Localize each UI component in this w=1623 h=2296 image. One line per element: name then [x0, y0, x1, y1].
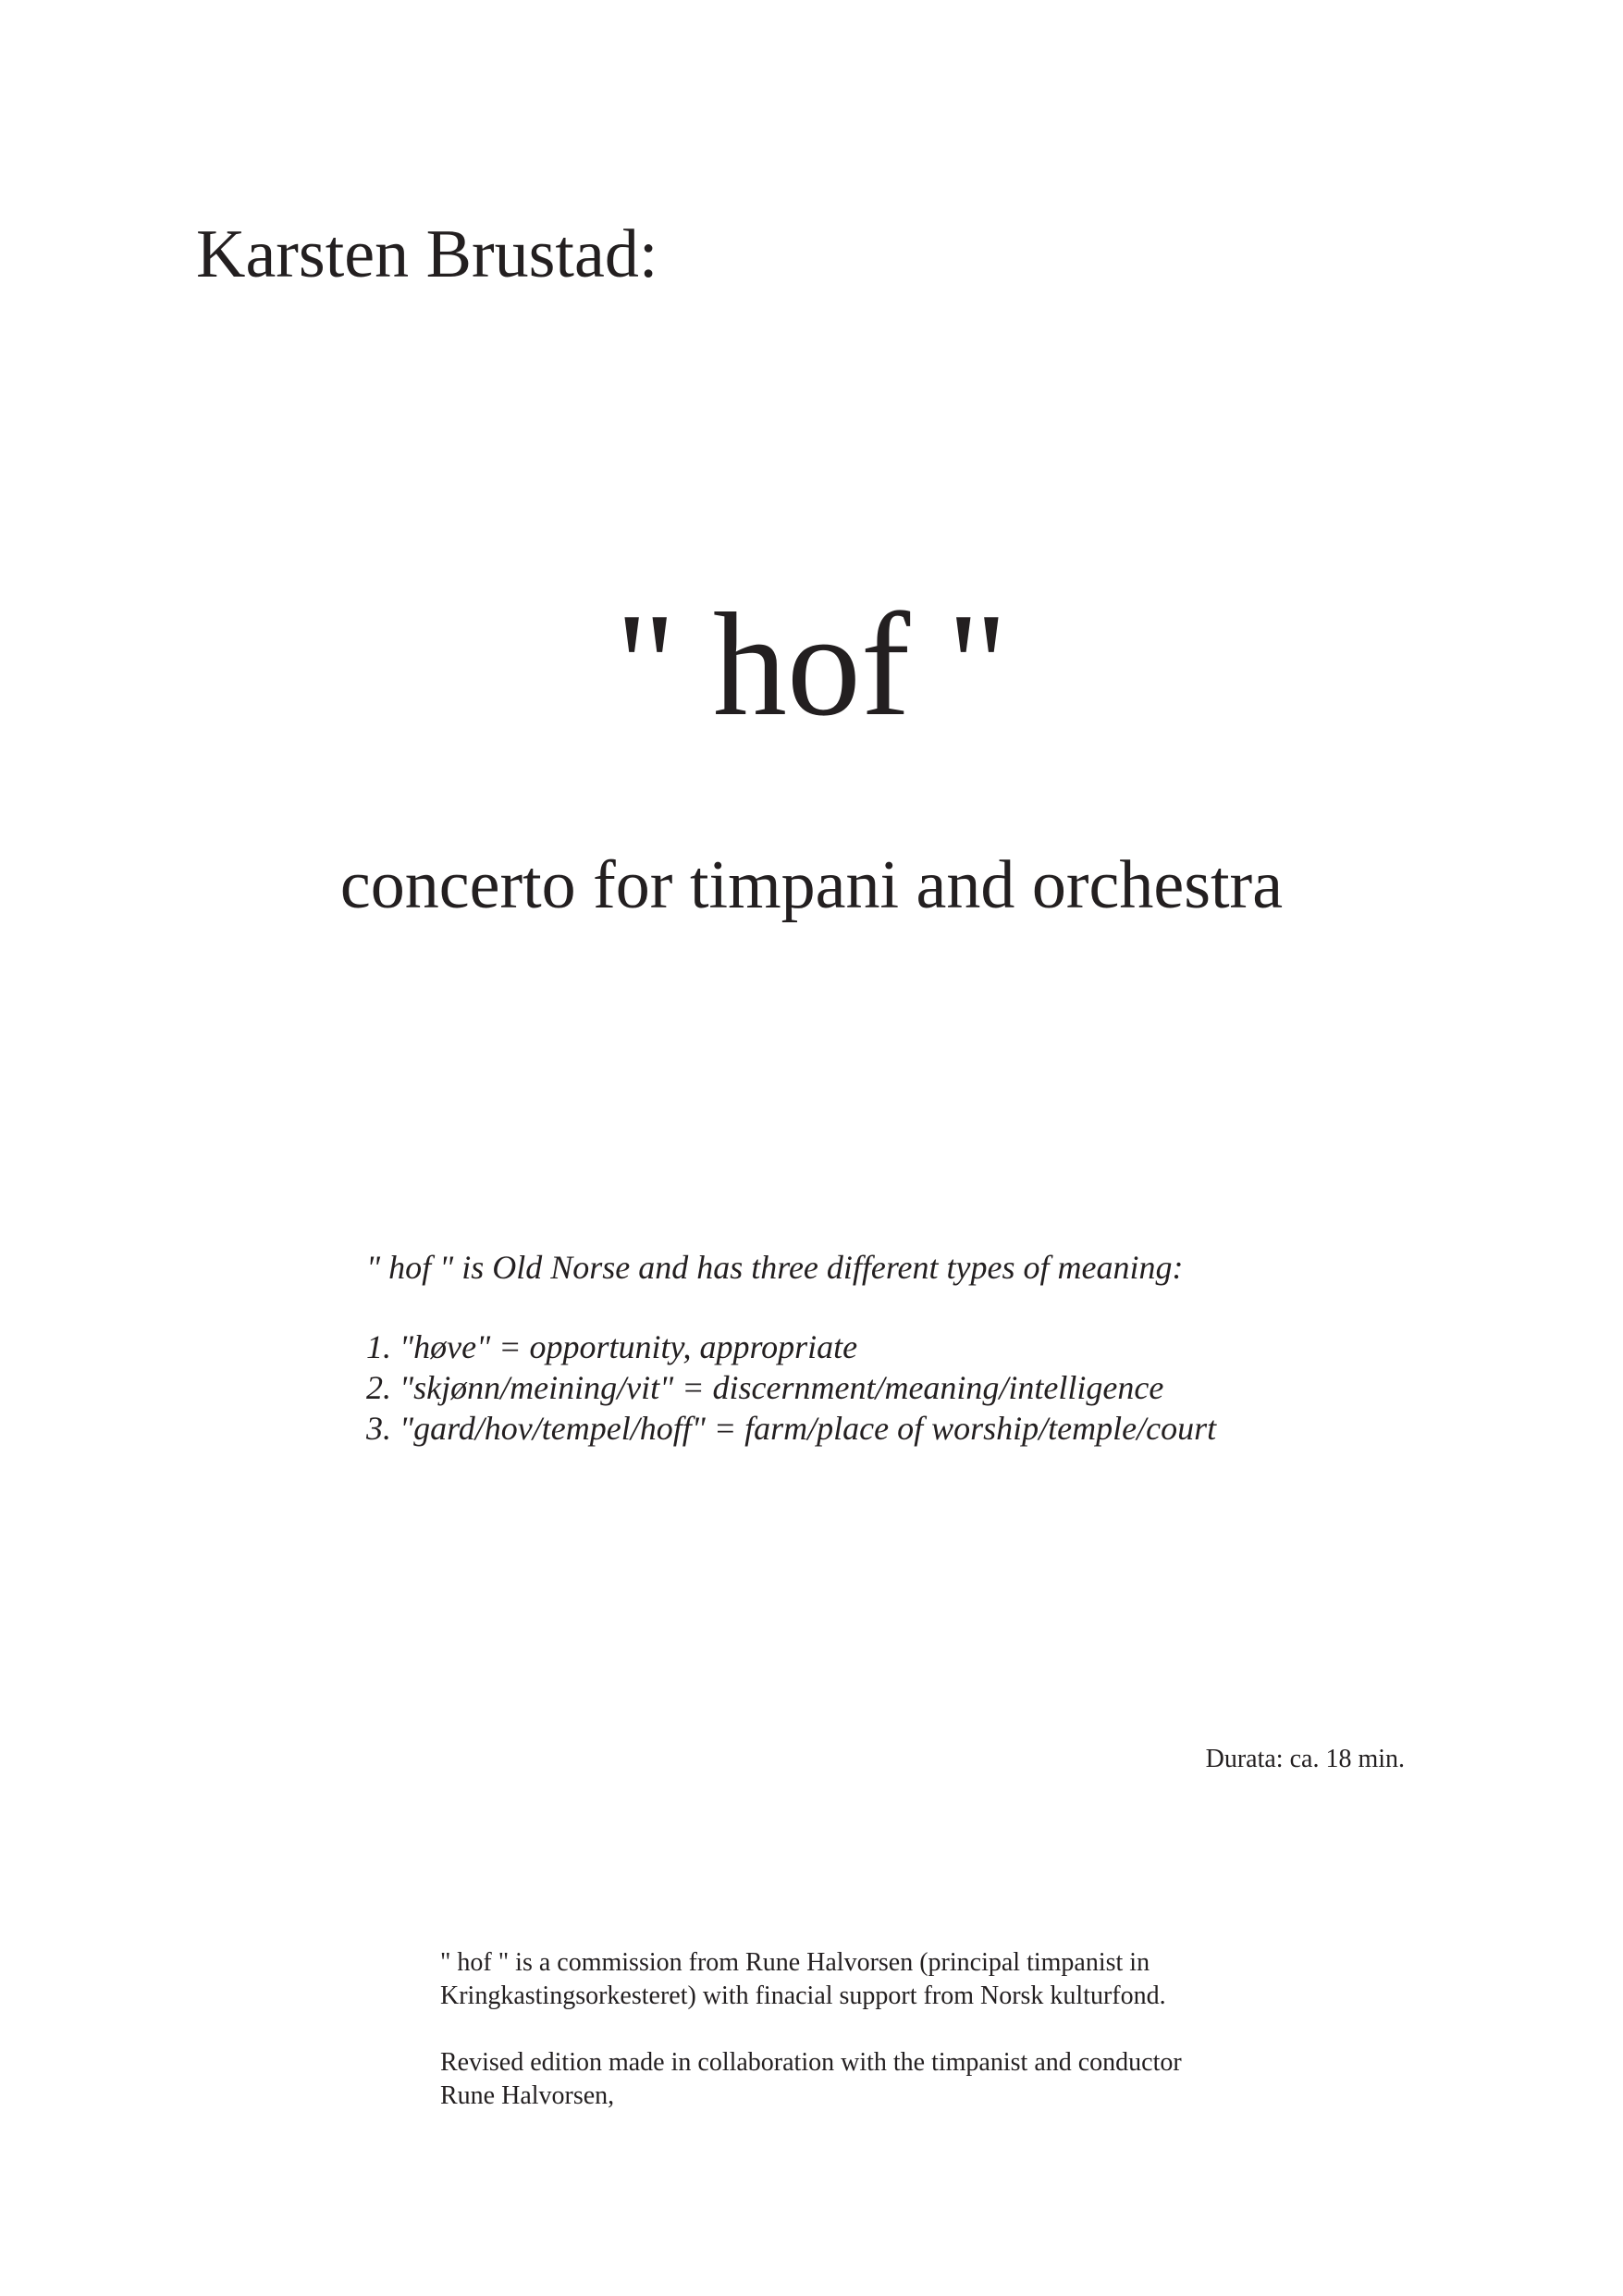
work-title: " hof " [615, 582, 1008, 747]
commission-text-line: " hof " is a commission from Rune Halvorsen (principal timpanist in [440, 1948, 1150, 1977]
commission-notes [440, 1946, 1182, 2113]
duration-note: Durata: ca. 18 min. [1205, 1745, 1405, 1773]
work-subtitle: concerto for timpani and orchestra [339, 847, 1284, 923]
revision-text-line: Rune Halvorsen, [440, 2081, 615, 2110]
meaning-item: 1. "høve" = opportunity, appropriate [366, 1328, 858, 1365]
meaning-list [366, 1327, 1216, 1449]
meaning-item: 2. "skjønn/meining/vit" = discernment/meaning/intelligence [366, 1369, 1164, 1406]
commission-text-line: Kringkastingsorkesteret) with finacial support from Norsk kulturfond. [440, 1981, 1166, 2010]
revision-text-line: Revised edition made in collaboration with the timpanist and conductor [440, 2048, 1182, 2077]
meaning-block [366, 1247, 1216, 1449]
meaning-intro: " hof " is Old Norse and has three different types of meaning: [366, 1249, 1184, 1286]
meaning-item: 3. "gard/hov/tempel/hoff" = farm/place of worship/temple/court [366, 1410, 1217, 1447]
composer-name: Karsten Brustad: [196, 216, 658, 292]
